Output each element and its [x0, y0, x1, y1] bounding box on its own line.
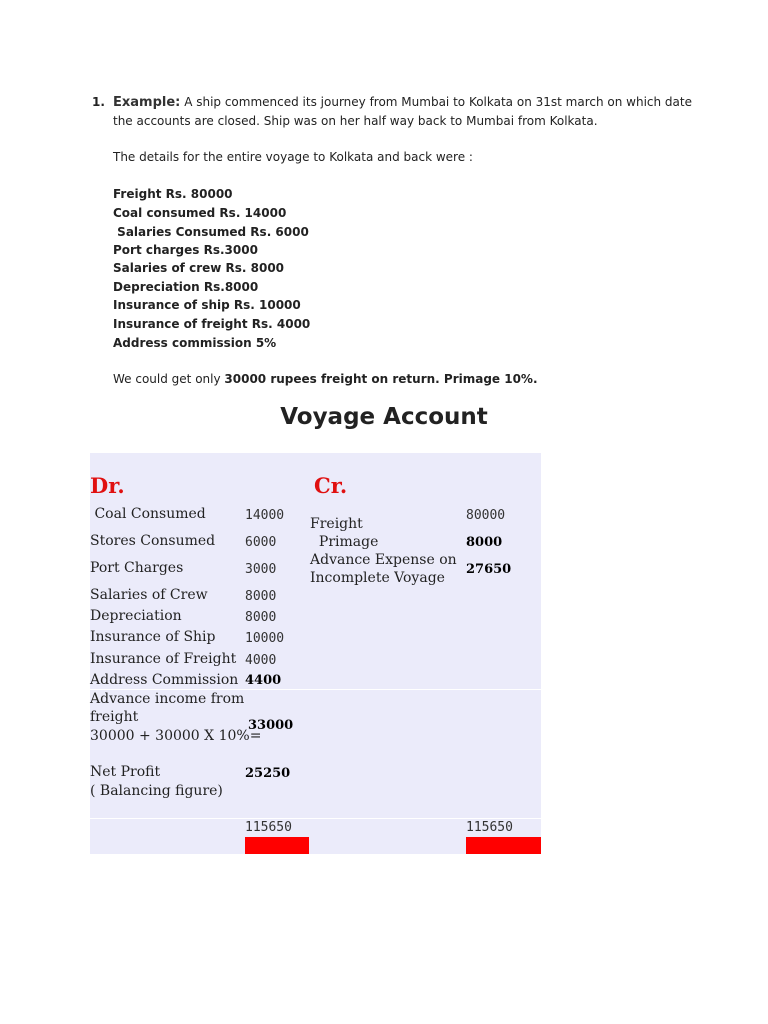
credit-primage-amount: 8000 — [466, 535, 503, 550]
debit-label: Address Commission — [90, 672, 239, 688]
detail-depreciation: Depreciation Rs.8000 — [113, 280, 259, 294]
detail-address-commission: Address commission 5% — [113, 336, 277, 350]
advance-income-line-3: 30000 + 30000 X 10%= — [90, 728, 262, 744]
example-line-1 — [113, 95, 692, 110]
detail-salaries-consumed: Salaries Consumed Rs. 6000 — [113, 225, 309, 239]
credit-advance-amount: 27650 — [466, 562, 512, 577]
net-profit-label: Net Profit — [90, 764, 161, 780]
debit-label: Insurance of Ship — [90, 629, 216, 645]
total-credit: 115650 — [466, 820, 513, 835]
debit-amount: 10000 — [245, 631, 285, 646]
debit-amount: 6000 — [245, 535, 277, 550]
debit-label: Stores Consumed — [90, 533, 216, 549]
detail-port-charges: Port charges Rs.3000 — [113, 243, 258, 257]
detail-salaries-crew: Salaries of crew Rs. 8000 — [113, 261, 285, 275]
cr-label: Cr. — [314, 473, 348, 498]
detail-coal: Coal consumed Rs. 14000 — [113, 206, 287, 220]
credit-freight-amount: 80000 — [466, 508, 506, 523]
debit-label: Salaries of Crew — [90, 587, 208, 603]
debit-amount: 8000 — [245, 589, 277, 604]
debit-amount: 4400 — [245, 673, 282, 688]
return-note — [113, 372, 538, 386]
debit-label: Insurance of Freight — [90, 651, 237, 667]
debit-label: Coal Consumed — [90, 506, 206, 522]
credit-primage-label: Primage — [310, 534, 379, 550]
detail-freight: Freight Rs. 80000 — [113, 187, 233, 201]
total-debit: 115650 — [245, 820, 292, 835]
debit-amount: 8000 — [245, 610, 277, 625]
return-note-bold: 30000 rupees freight on return. Primage 10%. — [224, 372, 538, 386]
example-text-1: A ship commenced its journey from Mumbai to Kolkata on 31st march on which date — [180, 95, 692, 109]
advance-income-amount: 33000 — [248, 718, 294, 733]
dr-label: Dr. — [90, 473, 125, 498]
debit-amount: 14000 — [245, 508, 285, 523]
example-line-2: the accounts are closed. Ship was on her half way back to Mumbai from Kolkata. — [113, 114, 598, 128]
debit-amount: 3000 — [245, 562, 277, 577]
page-title: Voyage Account — [280, 404, 488, 430]
debit-amount: 4000 — [245, 653, 277, 668]
details-intro: The details for the entire voyage to Kolkata and back were : — [113, 150, 473, 164]
credit-advance-line-1: Advance Expense on — [310, 552, 457, 568]
credit-advance-line-2: Incomplete Voyage — [310, 570, 445, 586]
list-number: 1. — [92, 95, 105, 109]
row-divider — [90, 818, 541, 819]
total-debit-highlight — [245, 837, 309, 854]
net-profit-amount: 25250 — [245, 766, 291, 781]
debit-label: Port Charges — [90, 560, 184, 576]
debit-label: Depreciation — [90, 608, 182, 624]
net-profit-note: ( Balancing figure) — [90, 783, 223, 799]
credit-freight-label: Freight — [310, 516, 363, 532]
total-credit-highlight — [466, 837, 541, 854]
advance-income-line-1: Advance income from — [90, 691, 245, 707]
detail-insurance-freight: Insurance of freight Rs. 4000 — [113, 317, 311, 331]
detail-insurance-ship: Insurance of ship Rs. 10000 — [113, 298, 301, 312]
return-note-prefix: We could get only — [113, 372, 225, 386]
row-divider — [90, 689, 541, 690]
advance-income-line-2: freight — [90, 709, 139, 725]
example-label: Example: — [113, 95, 181, 110]
